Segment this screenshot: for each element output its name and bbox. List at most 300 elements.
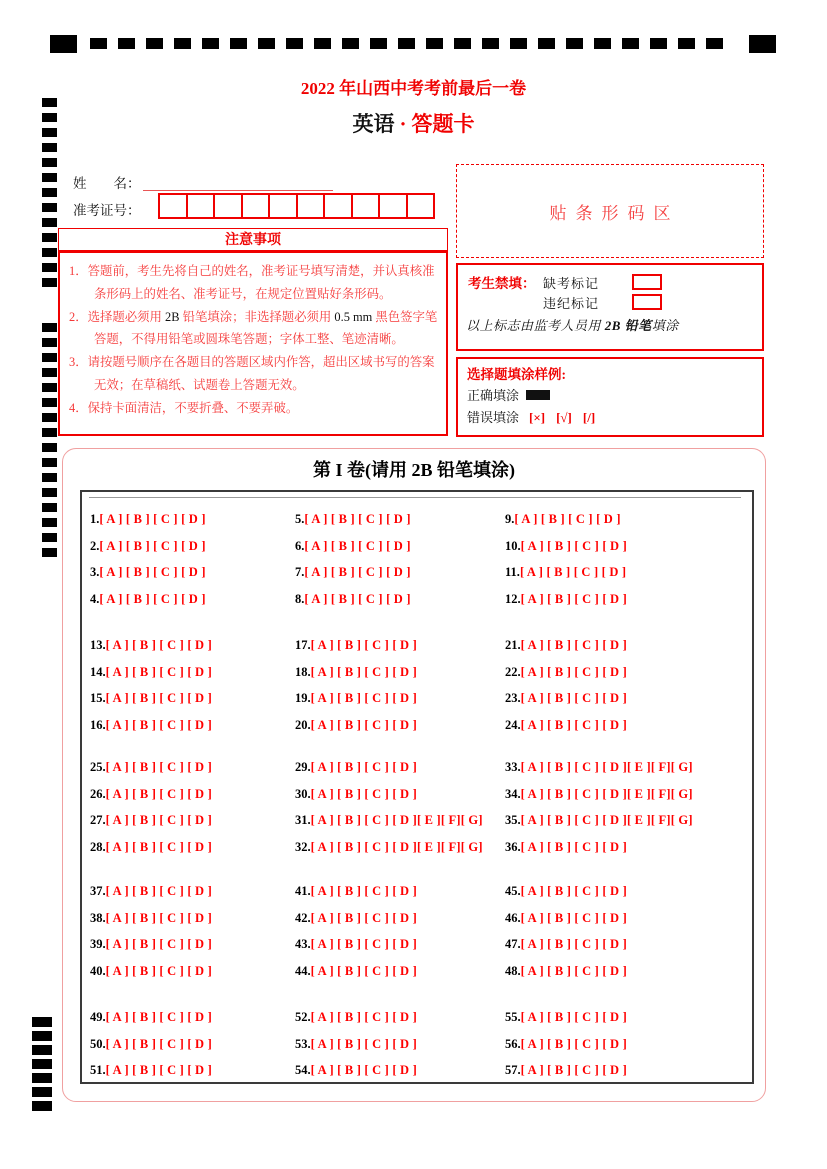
answer-row-52[interactable] xyxy=(295,1004,417,1031)
answer-column xyxy=(90,754,212,860)
question-number: 7. xyxy=(295,565,305,579)
question-52-options[interactable]: [ A ] [ B ] [ C ] [ D ] xyxy=(310,1010,417,1024)
question-32-options[interactable]: [ A ] [ B ] [ C ] [ D ][ E ][ F][ G] xyxy=(310,839,483,854)
exam-id-box[interactable] xyxy=(241,193,271,219)
timing-mark xyxy=(482,38,499,49)
question-33-options[interactable]: [ A ] [ B ] [ C ] [ D ][ E ][ F][ G] xyxy=(520,760,693,774)
question-25-options[interactable]: [ A ] [ B ] [ C ] [ D ] xyxy=(105,760,212,774)
answer-grid xyxy=(80,490,754,1084)
question-19-options[interactable]: [ A ] [ B ] [ C ] [ D ] xyxy=(310,691,417,705)
question-31-options[interactable]: [ A ] [ B ] [ C ] [ D ][ E ][ F][ G] xyxy=(310,813,483,827)
timing-mark xyxy=(42,113,57,122)
question-51-options[interactable]: [ A ] [ B ] [ C ] [ D ] xyxy=(105,1063,212,1077)
notice-text: 2B xyxy=(165,309,183,324)
answer-column xyxy=(90,878,212,984)
answer-row-21[interactable] xyxy=(505,632,627,659)
answer-row-46[interactable] xyxy=(505,905,627,932)
question-number: 27. xyxy=(90,813,106,827)
notice-text: 请按题号顺序在各题目的答题区域内作答，超出区域书写的答案无效；在草稿纸、试题卷上答题无效。 xyxy=(87,355,435,392)
timing-mark xyxy=(749,35,776,53)
timing-mark xyxy=(42,173,57,182)
answer-column xyxy=(295,632,417,738)
answer-column xyxy=(90,1004,212,1084)
question-23-options[interactable]: [ A ] [ B ] [ C ] [ D ] xyxy=(520,691,627,705)
question-number: 41. xyxy=(295,884,311,898)
question-number: 32. xyxy=(295,839,311,854)
forbidden-note-text: 以上标志由监考人员用 xyxy=(466,318,605,333)
answer-row-44[interactable] xyxy=(295,958,417,985)
question-49-options[interactable]: [ A ] [ B ] [ C ] [ D ] xyxy=(105,1010,212,1024)
timing-mark xyxy=(258,38,275,49)
notice-item xyxy=(69,397,440,420)
answer-row-30[interactable] xyxy=(295,781,483,808)
answer-column xyxy=(505,1004,627,1084)
answer-row-34[interactable] xyxy=(505,781,693,808)
notice-text: 铅笔填涂；非选择题必须用 xyxy=(182,309,335,324)
question-20-options[interactable]: [ A ] [ B ] [ C ] [ D ] xyxy=(310,717,417,732)
timing-mark xyxy=(50,35,77,53)
answer-row-4[interactable] xyxy=(90,586,206,613)
correct-fill-row xyxy=(467,385,550,404)
violation-mark-label: 违纪标记 xyxy=(543,296,600,311)
question-number: 18. xyxy=(295,664,311,679)
answer-row-47[interactable] xyxy=(505,931,627,958)
question-4-options[interactable]: [ A ] [ B ] [ C ] [ D ] xyxy=(99,591,206,606)
timing-mark xyxy=(42,488,57,497)
answer-column xyxy=(295,878,417,984)
answer-row-22[interactable] xyxy=(505,659,627,686)
timing-mark xyxy=(32,1017,52,1027)
answer-row-41[interactable] xyxy=(295,878,417,905)
answer-row-48[interactable] xyxy=(505,958,627,985)
question-40-options[interactable]: [ A ] [ B ] [ C ] [ D ] xyxy=(105,963,212,978)
answer-row-36[interactable] xyxy=(505,834,693,861)
answer-row-16[interactable] xyxy=(90,712,212,739)
question-number: 29. xyxy=(295,760,311,774)
timing-mark xyxy=(90,38,107,49)
exam-id-box[interactable] xyxy=(186,193,216,219)
question-2-options[interactable]: [ A ] [ B ] [ C ] [ D ] xyxy=(99,538,206,553)
question-number: 22. xyxy=(505,664,521,679)
question-35-options[interactable]: [ A ] [ B ] [ C ] [ D ][ E ][ F][ G] xyxy=(520,813,693,827)
timing-mark xyxy=(370,38,387,49)
answer-row-14[interactable] xyxy=(90,659,212,686)
question-29-options[interactable]: [ A ] [ B ] [ C ] [ D ] xyxy=(310,760,417,774)
forbidden-note-text: 2B 铅笔 xyxy=(604,318,652,333)
timing-mark xyxy=(42,143,57,152)
question-15-options[interactable]: [ A ] [ B ] [ C ] [ D ] xyxy=(105,691,212,705)
exam-id-label: 准考证号： xyxy=(73,203,141,218)
answer-row-39[interactable] xyxy=(90,931,212,958)
question-37-options[interactable]: [ A ] [ B ] [ C ] [ D ] xyxy=(105,884,212,898)
answer-row-37[interactable] xyxy=(90,878,212,905)
wrong-fill-samples xyxy=(529,410,606,425)
question-number: 14. xyxy=(90,664,106,679)
question-41-options[interactable]: [ A ] [ B ] [ C ] [ D ] xyxy=(310,884,417,898)
answer-row-43[interactable] xyxy=(295,931,417,958)
answer-row-29[interactable] xyxy=(295,754,483,781)
question-39-options[interactable]: [ A ] [ B ] [ C ] [ D ] xyxy=(105,937,212,951)
timing-mark xyxy=(32,1101,52,1111)
question-number: 37. xyxy=(90,884,106,898)
answer-row-35[interactable] xyxy=(505,807,693,834)
notice-item xyxy=(69,260,440,306)
answer-row-40[interactable] xyxy=(90,958,212,985)
question-number: 28. xyxy=(90,839,106,854)
answer-column xyxy=(505,878,627,984)
exam-id-box[interactable] xyxy=(323,193,353,219)
question-number: 51. xyxy=(90,1063,106,1077)
timing-mark xyxy=(42,248,57,257)
timing-mark xyxy=(42,263,57,272)
question-number: 52. xyxy=(295,1010,311,1024)
question-42-options[interactable]: [ A ] [ B ] [ C ] [ D ] xyxy=(310,910,417,925)
answer-row-42[interactable] xyxy=(295,905,417,932)
question-55-options[interactable]: [ A ] [ B ] [ C ] [ D ] xyxy=(520,1010,627,1024)
subject-name: 英语 xyxy=(352,112,395,136)
question-28-options[interactable]: [ A ] [ B ] [ C ] [ D ] xyxy=(105,839,212,854)
answer-row-38[interactable] xyxy=(90,905,212,932)
timing-mark xyxy=(426,38,443,49)
timing-mark xyxy=(42,428,57,437)
question-number: 13. xyxy=(90,638,106,652)
question-number: 38. xyxy=(90,910,106,925)
question-number: 17. xyxy=(295,638,311,652)
answer-row-57[interactable] xyxy=(505,1057,627,1084)
wrong-fill-mark: [√] xyxy=(556,410,572,425)
wrong-fill-row xyxy=(467,407,606,426)
answer-column xyxy=(505,632,627,738)
question-number: 26. xyxy=(90,786,106,801)
question-56-options[interactable]: [ A ] [ B ] [ C ] [ D ] xyxy=(520,1036,627,1051)
notice-item-number: 3． xyxy=(69,355,88,370)
answer-row-51[interactable] xyxy=(90,1057,212,1084)
answer-row-6[interactable] xyxy=(295,533,411,560)
timing-mark xyxy=(32,1073,52,1083)
timing-mark xyxy=(42,158,57,167)
question-12-options[interactable]: [ A ] [ B ] [ C ] [ D ] xyxy=(520,591,627,606)
timing-mark xyxy=(42,533,57,542)
timing-mark xyxy=(650,38,667,49)
timing-mark xyxy=(42,353,57,362)
question-26-options[interactable]: [ A ] [ B ] [ C ] [ D ] xyxy=(105,786,212,801)
question-13-options[interactable]: [ A ] [ B ] [ C ] [ D ] xyxy=(105,638,212,652)
timing-mark xyxy=(510,38,527,49)
question-50-options[interactable]: [ A ] [ B ] [ C ] [ D ] xyxy=(105,1036,212,1051)
timing-mark xyxy=(42,98,57,107)
timing-mark xyxy=(42,398,57,407)
exam-id-boxes[interactable] xyxy=(158,193,435,219)
timing-mark xyxy=(32,1059,52,1069)
section1-title: 第 I 卷(请用 2B 铅笔填涂) xyxy=(313,460,515,480)
answer-row-12[interactable] xyxy=(505,586,627,613)
timing-mark xyxy=(42,188,57,197)
question-number: 9. xyxy=(505,512,515,526)
notice-body xyxy=(58,251,448,436)
question-number: 36. xyxy=(505,839,521,854)
grid-top-rule xyxy=(89,497,741,498)
question-7-options[interactable]: [ A ] [ B ] [ C ] [ D ] xyxy=(304,565,411,579)
question-number: 5. xyxy=(295,512,305,526)
notice-item-number: 1． xyxy=(69,264,88,278)
barcode-area-label: 贴条形码区 xyxy=(549,203,680,223)
answer-column xyxy=(505,506,627,612)
wrong-fill-mark: [×] xyxy=(529,410,546,425)
question-number: 49. xyxy=(90,1010,106,1024)
timing-mark xyxy=(42,338,57,347)
timing-mark xyxy=(32,1045,52,1055)
exam-id-box[interactable] xyxy=(406,193,436,219)
timing-mark xyxy=(42,128,57,137)
timing-mark xyxy=(32,1031,52,1041)
question-number: 23. xyxy=(505,691,521,705)
answer-column xyxy=(505,754,693,860)
answer-row-25[interactable] xyxy=(90,754,212,781)
answer-row-24[interactable] xyxy=(505,712,627,739)
question-number: 1. xyxy=(90,512,100,526)
answer-row-8[interactable] xyxy=(295,586,411,613)
question-number: 46. xyxy=(505,910,521,925)
timing-mark xyxy=(42,323,57,332)
answer-row-9[interactable] xyxy=(505,506,627,533)
question-43-options[interactable]: [ A ] [ B ] [ C ] [ D ] xyxy=(310,937,417,951)
question-number: 55. xyxy=(505,1010,521,1024)
answer-row-45[interactable] xyxy=(505,878,627,905)
answer-row-50[interactable] xyxy=(90,1031,212,1058)
barcode-paste-area xyxy=(456,164,764,258)
question-number: 47. xyxy=(505,937,521,951)
timing-mark xyxy=(42,368,57,377)
question-44-options[interactable]: [ A ] [ B ] [ C ] [ D ] xyxy=(310,963,417,978)
answer-row-53[interactable] xyxy=(295,1031,417,1058)
exam-id-box[interactable] xyxy=(213,193,243,219)
question-24-options[interactable]: [ A ] [ B ] [ C ] [ D ] xyxy=(520,717,627,732)
question-number: 35. xyxy=(505,813,521,827)
question-27-options[interactable]: [ A ] [ B ] [ C ] [ D ] xyxy=(105,813,212,827)
question-number: 25. xyxy=(90,760,106,774)
answer-column xyxy=(90,506,206,612)
question-1-options[interactable]: [ A ] [ B ] [ C ] [ D ] xyxy=(99,512,206,526)
answer-row-32[interactable] xyxy=(295,834,483,861)
answer-column xyxy=(90,632,212,738)
question-6-options[interactable]: [ A ] [ B ] [ C ] [ D ] xyxy=(304,538,411,553)
answer-row-18[interactable] xyxy=(295,659,417,686)
question-16-options[interactable]: [ A ] [ B ] [ C ] [ D ] xyxy=(105,717,212,732)
forbidden-title: 考生禁填： xyxy=(468,276,536,291)
answer-column xyxy=(295,506,411,612)
question-38-options[interactable]: [ A ] [ B ] [ C ] [ D ] xyxy=(105,910,212,925)
answer-row-5[interactable] xyxy=(295,506,411,533)
question-number: 8. xyxy=(295,591,305,606)
timing-mark xyxy=(42,443,57,452)
question-8-options[interactable]: [ A ] [ B ] [ C ] [ D ] xyxy=(304,591,411,606)
answer-row-31[interactable] xyxy=(295,807,483,834)
question-34-options[interactable]: [ A ] [ B ] [ C ] [ D ][ E ][ F][ G] xyxy=(520,786,693,801)
answer-row-3[interactable] xyxy=(90,559,206,586)
answer-row-23[interactable] xyxy=(505,685,627,712)
question-number: 53. xyxy=(295,1036,311,1051)
answer-row-17[interactable] xyxy=(295,632,417,659)
timing-mark xyxy=(42,503,57,512)
timing-mark xyxy=(118,38,135,49)
answer-row-13[interactable] xyxy=(90,632,212,659)
question-22-options[interactable]: [ A ] [ B ] [ C ] [ D ] xyxy=(520,664,627,679)
question-45-options[interactable]: [ A ] [ B ] [ C ] [ D ] xyxy=(520,884,627,898)
question-number: 4. xyxy=(90,591,100,606)
question-number: 40. xyxy=(90,963,106,978)
exam-title: 2022 年山西中考考前最后一卷 xyxy=(300,79,527,98)
question-number: 48. xyxy=(505,963,521,978)
forbidden-note xyxy=(466,315,679,334)
timing-mark xyxy=(42,458,57,467)
answer-column xyxy=(295,1004,417,1084)
answer-column xyxy=(295,754,483,860)
question-30-options[interactable]: [ A ] [ B ] [ C ] [ D ] xyxy=(310,786,417,801)
timing-mark xyxy=(42,383,57,392)
question-number: 24. xyxy=(505,717,521,732)
question-54-options[interactable]: [ A ] [ B ] [ C ] [ D ] xyxy=(310,1063,417,1077)
timing-mark xyxy=(230,38,247,49)
name-input-line[interactable] xyxy=(143,171,333,191)
question-48-options[interactable]: [ A ] [ B ] [ C ] [ D ] xyxy=(520,963,627,978)
question-number: 34. xyxy=(505,786,521,801)
timing-mark xyxy=(398,38,415,49)
question-47-options[interactable]: [ A ] [ B ] [ C ] [ D ] xyxy=(520,937,627,951)
filled-bubble-sample xyxy=(526,390,550,400)
answer-row-33[interactable] xyxy=(505,754,693,781)
question-53-options[interactable]: [ A ] [ B ] [ C ] [ D ] xyxy=(310,1036,417,1051)
answer-row-10[interactable] xyxy=(505,533,627,560)
violation-mark-box[interactable] xyxy=(632,294,662,310)
timing-mark xyxy=(42,413,57,422)
question-number: 57. xyxy=(505,1063,521,1077)
timing-mark xyxy=(42,548,57,557)
timing-mark xyxy=(202,38,219,49)
timing-mark xyxy=(622,38,639,49)
question-number: 21. xyxy=(505,638,521,652)
answer-row-28[interactable] xyxy=(90,834,212,861)
answer-row-15[interactable] xyxy=(90,685,212,712)
card-label: 答题卡 xyxy=(411,112,475,136)
wrong-fill-mark: [/] xyxy=(582,410,596,425)
question-number: 54. xyxy=(295,1063,311,1077)
question-number: 50. xyxy=(90,1036,106,1051)
question-number: 12. xyxy=(505,591,521,606)
name-label: 姓 名： xyxy=(73,176,141,191)
answer-row-20[interactable] xyxy=(295,712,417,739)
notice-title: 注意事项 xyxy=(58,228,448,251)
notice-text: 黑色签字笔答题，不得用铅笔或圆珠笔答题；字体工整、笔迹清晰。 xyxy=(94,309,438,347)
timing-mark xyxy=(594,38,611,49)
answer-row-54[interactable] xyxy=(295,1057,417,1084)
notice-item-number: 4． xyxy=(69,400,88,415)
forbidden-note-text: 填涂 xyxy=(651,318,679,333)
answer-row-2[interactable] xyxy=(90,533,206,560)
question-number: 42. xyxy=(295,910,311,925)
question-number: 20. xyxy=(295,717,311,732)
answer-row-1[interactable] xyxy=(90,506,206,533)
timing-mark xyxy=(42,233,57,242)
notice-text: 保持卡面清洁，不要折叠、不要弄破。 xyxy=(87,400,299,415)
absent-mark-box[interactable] xyxy=(632,274,662,290)
timing-mark xyxy=(314,38,331,49)
fill-sample-title: 选择题填涂样例: xyxy=(467,367,566,382)
timing-mark xyxy=(146,38,163,49)
timing-mark xyxy=(42,203,57,212)
subject-title xyxy=(0,108,827,138)
answer-row-56[interactable] xyxy=(505,1031,627,1058)
timing-mark xyxy=(678,38,695,49)
subject-separator: · xyxy=(399,112,407,136)
timing-mark xyxy=(286,38,303,49)
answer-row-19[interactable] xyxy=(295,685,417,712)
notice-text: 选择题必须用 xyxy=(87,309,166,324)
question-number: 30. xyxy=(295,786,311,801)
timing-mark xyxy=(706,38,723,49)
answer-row-7[interactable] xyxy=(295,559,411,586)
question-17-options[interactable]: [ A ] [ B ] [ C ] [ D ] xyxy=(310,638,417,652)
question-number: 33. xyxy=(505,760,521,774)
question-number: 44. xyxy=(295,963,311,978)
answer-row-26[interactable] xyxy=(90,781,212,808)
notice-item-number: 2． xyxy=(69,309,88,324)
answer-row-55[interactable] xyxy=(505,1004,627,1031)
notice-item xyxy=(69,351,440,397)
timing-mark xyxy=(566,38,583,49)
exam-id-box[interactable] xyxy=(268,193,298,219)
question-21-options[interactable]: [ A ] [ B ] [ C ] [ D ] xyxy=(520,638,627,652)
question-3-options[interactable]: [ A ] [ B ] [ C ] [ D ] xyxy=(99,565,206,579)
timing-mark xyxy=(454,38,471,49)
timing-mark xyxy=(32,1087,52,1097)
question-number: 15. xyxy=(90,691,106,705)
question-number: 10. xyxy=(505,538,521,553)
question-18-options[interactable]: [ A ] [ B ] [ C ] [ D ] xyxy=(310,664,417,679)
wrong-fill-label: 错误填涂 xyxy=(467,410,520,425)
question-number: 45. xyxy=(505,884,521,898)
question-number: 43. xyxy=(295,937,311,951)
question-46-options[interactable]: [ A ] [ B ] [ C ] [ D ] xyxy=(520,910,627,925)
answer-row-27[interactable] xyxy=(90,807,212,834)
exam-id-box[interactable] xyxy=(378,193,408,219)
exam-id-box[interactable] xyxy=(296,193,326,219)
question-5-options[interactable]: [ A ] [ B ] [ C ] [ D ] xyxy=(304,512,411,526)
question-number: 19. xyxy=(295,691,311,705)
answer-row-49[interactable] xyxy=(90,1004,212,1031)
question-36-options[interactable]: [ A ] [ B ] [ C ] [ D ] xyxy=(520,839,627,854)
question-57-options[interactable]: [ A ] [ B ] [ C ] [ D ] xyxy=(520,1063,627,1077)
exam-id-box[interactable] xyxy=(158,193,188,219)
question-number: 31. xyxy=(295,813,311,827)
question-11-options[interactable]: [ A ] [ B ] [ C ] [ D ] xyxy=(519,565,627,579)
question-number: 56. xyxy=(505,1036,521,1051)
timing-mark xyxy=(342,38,359,49)
question-9-options[interactable]: [ A ] [ B ] [ C ] [ D ] xyxy=(514,512,621,526)
question-10-options[interactable]: [ A ] [ B ] [ C ] [ D ] xyxy=(520,538,627,553)
timing-mark xyxy=(42,518,57,527)
answer-row-11[interactable] xyxy=(505,559,627,586)
timing-mark xyxy=(42,218,57,227)
question-number: 11. xyxy=(505,565,520,579)
exam-id-box[interactable] xyxy=(351,193,381,219)
timing-mark xyxy=(538,38,555,49)
timing-mark xyxy=(42,278,57,287)
timing-mark xyxy=(174,38,191,49)
notice-item xyxy=(69,306,440,352)
question-number: 2. xyxy=(90,538,100,553)
question-14-options[interactable]: [ A ] [ B ] [ C ] [ D ] xyxy=(105,664,212,679)
question-number: 3. xyxy=(90,565,100,579)
